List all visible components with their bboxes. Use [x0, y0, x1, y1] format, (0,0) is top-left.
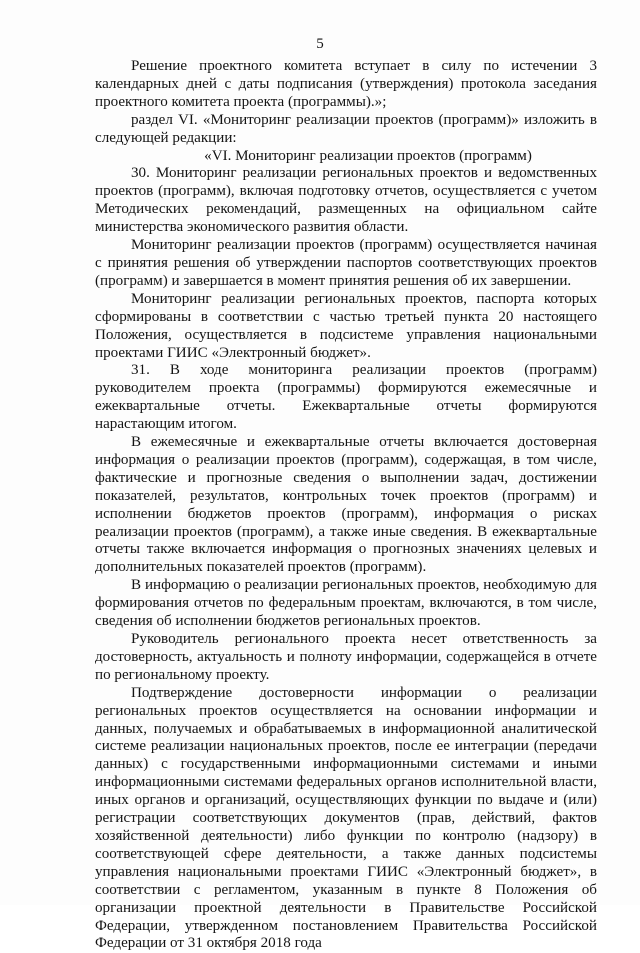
paragraph-verification: Подтверждение достоверности информации о реализации региональных проектов осуществляется на основании информации и данных, получаемых и обрабатываемых в информационной аналитической системе реализации национальных проектов, после ее интеграции (передачи данных) с государственными информационными системами и иными информационными системами федеральных органов исполнительной власти, иных органов и организаций, осуществляющих функции по выдаче и (или) регистрации соответствующих документов (прав, действий, фактов хозяйственной деятельности) либо функции по контролю (надзору) в соответствующей сфере деятельности, а также данных подсистемы управления национальными проектами ГИИС «Электронный бюджет», в соответствии с регламентом, указанным в пункте 8 Положения об организации проектной деятельности в Правительстве Российской Федерации, утвержденном постановлением Правительства Российской Федерации от 31 октября 2018 года [95, 684, 597, 952]
paragraph-committee-decision: Решение проектного комитета вступает в силу по истечении 3 календарных дней с даты подписания (утверждения) протокола заседания проектного комитета проекта (программы).»; [95, 58, 597, 110]
paragraph-item-31: 31. В ходе мониторинга реализации проектов (программ) руководителем проекта (программы) формируются ежемесячные и ежеквартальные отчеты. Ежеквартальные отчеты формируются нарастающим итогом. [95, 362, 597, 433]
paragraph-report-contents: В ежемесячные и ежеквартальные отчеты включается достоверная информация о реализации проектов (программ), содержащая, в том числе, фактические и прогнозные сведения о выполнении задач, достижении показателей, результатов, контрольных точек проектов (программ) и исполнении бюджетов проектов (программ), информация о рисках реализации проектов (программ), а также иные сведения. В ежеквартальные отчеты также включается информация о прогнозных значениях целевых и дополнительных показателей проектов (программ). [95, 434, 597, 576]
paragraph-responsibility: Руководитель регионального проекта несет ответственность за достоверность, актуальность и полноту информации, содержащейся в отчете по региональному проекту. [95, 631, 597, 683]
document-body [95, 58, 597, 953]
paragraph-item-30: 30. Мониторинг реализации региональных проектов и ведомственных проектов (программ), включая подготовку отчетов, осуществляется с учетом Методических рекомендаций, размещенных на официальном сайте министерства экономического развития области. [95, 165, 597, 236]
section-heading: «VI. Мониторинг реализации проектов (программ) [204, 147, 532, 164]
page-number: 5 [316, 36, 324, 52]
paragraph-section-vi-instruction: раздел VI. «Мониторинг реализации проектов (программ)» изложить в следующей редакции: [95, 111, 597, 146]
paragraph-monitoring-subsystem: Мониторинг реализации региональных проектов, паспорта которых сформированы в соответствии с частью третьей пункта 20 настоящего Положения, осуществляется в подсистеме управления национальными проектами ГИИС «Электронный бюджет». [95, 290, 597, 361]
paragraph-monitoring-period: Мониторинг реализации проектов (программ) осуществляется начиная с принятия решения об утверждении паспортов соответствующих проектов (программ) и завершается в момент принятия решения об их завершении. [95, 237, 597, 289]
paragraph-federal-reports: В информацию о реализации региональных проектов, необходимую для формирования отчетов по федеральным проектам, включаются, в том числе, сведения об исполнении бюджетов региональных проектов. [95, 577, 597, 630]
